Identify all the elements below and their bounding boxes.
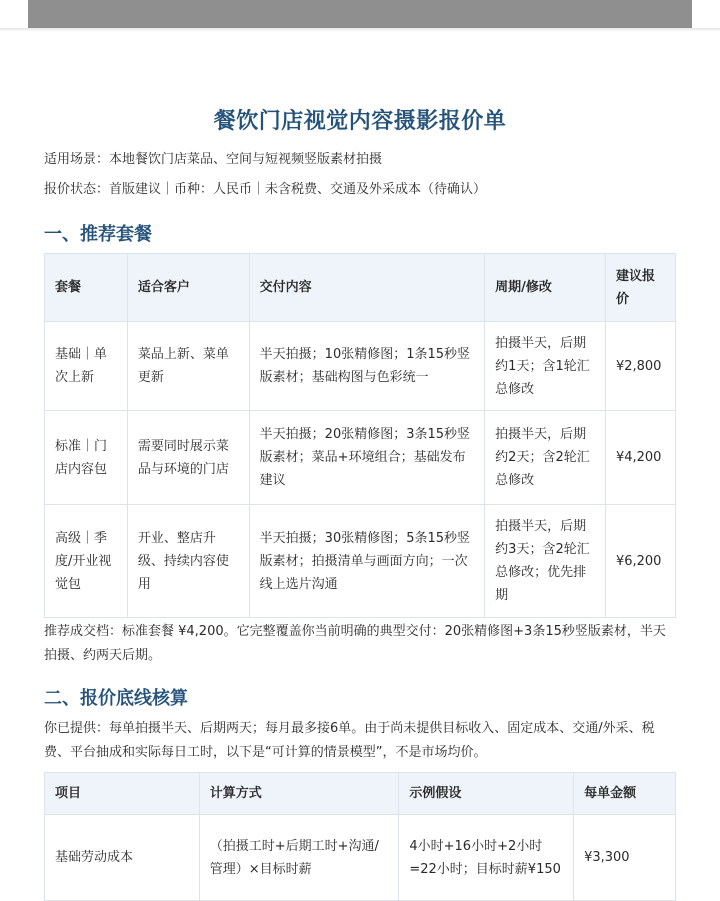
page-title: 餐饮门店视觉内容摄影报价单 [213,109,507,134]
window-top-bar [28,0,692,28]
col-header: 适合客户 [127,254,249,322]
col-header: 项目 [45,773,200,815]
table-row [45,815,676,901]
table-row [45,411,676,505]
cell-cycle: 拍摄半天，后期约2天；含2轮汇总修改 [485,411,606,505]
cell-deliverables: 半天拍摄；30张精修图；5条15秒竖版素材；拍摄清单与画面方向；一次线上选片沟通 [249,505,485,618]
cell-deliverables: 半天拍摄；20张精修图；3条15秒竖版素材；菜品+环境组合；基础发布建议 [249,411,485,505]
cell-package: 标准｜门店内容包 [45,411,128,505]
cell-assumption: 4小时+16小时+2小时=22小时；目标时薪¥150 [399,815,574,901]
col-header: 示例假设 [399,773,574,815]
cell-item: 基础劳动成本 [45,815,200,901]
cell-client: 菜品上新、菜单更新 [127,322,249,411]
cell-cycle: 拍摄半天，后期约1天；含1轮汇总修改 [485,322,606,411]
cell-price: ¥2,800 [605,322,675,411]
cost-table [44,772,676,901]
table-header-row [45,254,676,322]
cell-method: （拍摄工时+后期工时+沟通/管理）×目标时薪 [199,815,399,901]
cell-client: 需要同时展示菜品与环境的门店 [127,411,249,505]
cost-intro: 你已提供：每单拍摄半天、后期两天；每月最多接6单。由于尚未提供目标收入、固定成本、交通/外采、税费、平台抽成和实际每日工时，以下是“可计算的情景模型”，不是市场均价。 [44,721,655,760]
table-row [45,322,676,411]
meta-status: 报价状态：首版建议｜币种：人民币｜未含税费、交通及外采成本（待确认） [44,182,487,197]
meta-scene: 适用场景：本地餐饮门店菜品、空间与短视频竖版素材拍摄 [44,152,383,167]
col-header: 建议报价 [605,254,675,322]
table-header-row [45,773,676,815]
cell-price: ¥4,200 [605,411,675,505]
col-header: 交付内容 [249,254,485,322]
cell-deliverables: 半天拍摄；10张精修图；1条15秒竖版素材；基础构图与色彩统一 [249,322,485,411]
cell-client: 开业、整店升级、持续内容使用 [127,505,249,618]
recommendation-note: 推荐成交档：标准套餐 ¥4,200。它完整覆盖你当前明确的典型交付：20张精修图+3条15秒竖版素材，半天拍摄、约两天后期。 [44,624,666,663]
table-row [45,505,676,618]
top-shadow [0,28,720,32]
cell-amount: ¥3,300 [574,815,676,901]
cell-package: 基础｜单次上新 [45,322,128,411]
col-header: 套餐 [45,254,128,322]
cell-package: 高级｜季度/开业视觉包 [45,505,128,618]
col-header: 每单金额 [574,773,676,815]
cell-cycle: 拍摄半天，后期约3天；含2轮汇总修改；优先排期 [485,505,606,618]
cell-price: ¥6,200 [605,505,675,618]
col-header: 周期/修改 [485,254,606,322]
section-heading-packages: 一、推荐套餐 [44,224,152,245]
section-heading-cost: 二、报价底线核算 [44,688,188,709]
col-header: 计算方式 [199,773,399,815]
packages-table [44,253,676,618]
